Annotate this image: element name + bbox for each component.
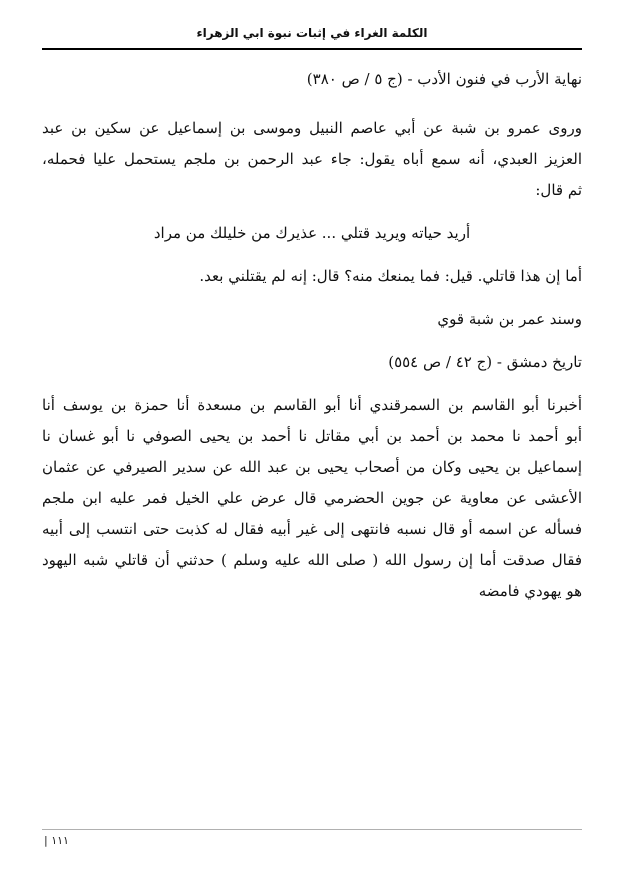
- book-title: الكلمة الغراء في إثبات نبوة ابي الزهراء: [196, 26, 428, 40]
- paragraph-ali-statement: أما إن هذا قاتلي. قيل: فما يمنعك منه؟ قال: إنه لم يقتلني بعد.: [199, 267, 582, 285]
- text-line: إسماعيل بن يحيى وكان من أصحاب يحيى بن عبد الله عن سدير الصيرفي عن عثمان: [42, 458, 582, 476]
- text-line: العزيز العبدي، أنه سمع أباه يقول: جاء عبد الرحمن بن ملجم يستحمل عليا فحمله،: [42, 150, 582, 168]
- text-line: الأعشى عن معاوية عن جوين الحضرمي قال عرض علي الخيل فمر عليه ابن ملجم: [42, 489, 582, 507]
- text-line: فقال صدقت أما إن رسول الله ( صلى الله عليه وسلم ) حدثني أن قاتلي شبه اليهود: [42, 551, 582, 569]
- paragraph-narration-chain: [42, 390, 582, 607]
- text-line: أبو أحمد نا محمد بن أحمد بن أبي مقاتل نا أحمد بن يحيى الصوفي نا أبو غسان نا: [42, 427, 582, 445]
- isnad-note: وسند عمر بن شبة قوي: [437, 310, 582, 328]
- text-line: وروى عمرو بن شبة عن أبي عاصم النبيل وموسى بن إسماعيل عن سكين بن عبد: [42, 119, 582, 137]
- page-footer: [42, 829, 582, 854]
- source-reference-nihayat-al-arab: نهاية الأرب في فنون الأدب - (ج ٥ / ص ٣٨٠): [306, 70, 582, 88]
- running-header: [42, 22, 582, 50]
- poetry-verse: أريد حياته ويريد قتلي ... عذيرك من خليلك من مراد: [153, 224, 471, 242]
- text-line: أخبرنا أبو القاسم بن السمرقندي أنا أبو القاسم بن مسعدة أنا حمزة بن يوسف أنا: [42, 396, 582, 414]
- page-number: ١١١ |: [44, 834, 69, 847]
- paragraph-amr-ibn-shabba: [42, 113, 582, 206]
- page-body: [42, 64, 582, 607]
- text-line: فسأله عن اسمه أو قال نسبه فانتهى إلى غير أبيه فقال له كذبت حتى انتسب إلى أبيه: [42, 520, 582, 538]
- text-line: ثم قال:: [535, 181, 582, 199]
- text-line: هو يهودي فامضه: [478, 582, 582, 600]
- source-reference-tarikh-dimashq: تاريخ دمشق - (ج ٤٢ / ص ٥٥٤): [388, 353, 582, 371]
